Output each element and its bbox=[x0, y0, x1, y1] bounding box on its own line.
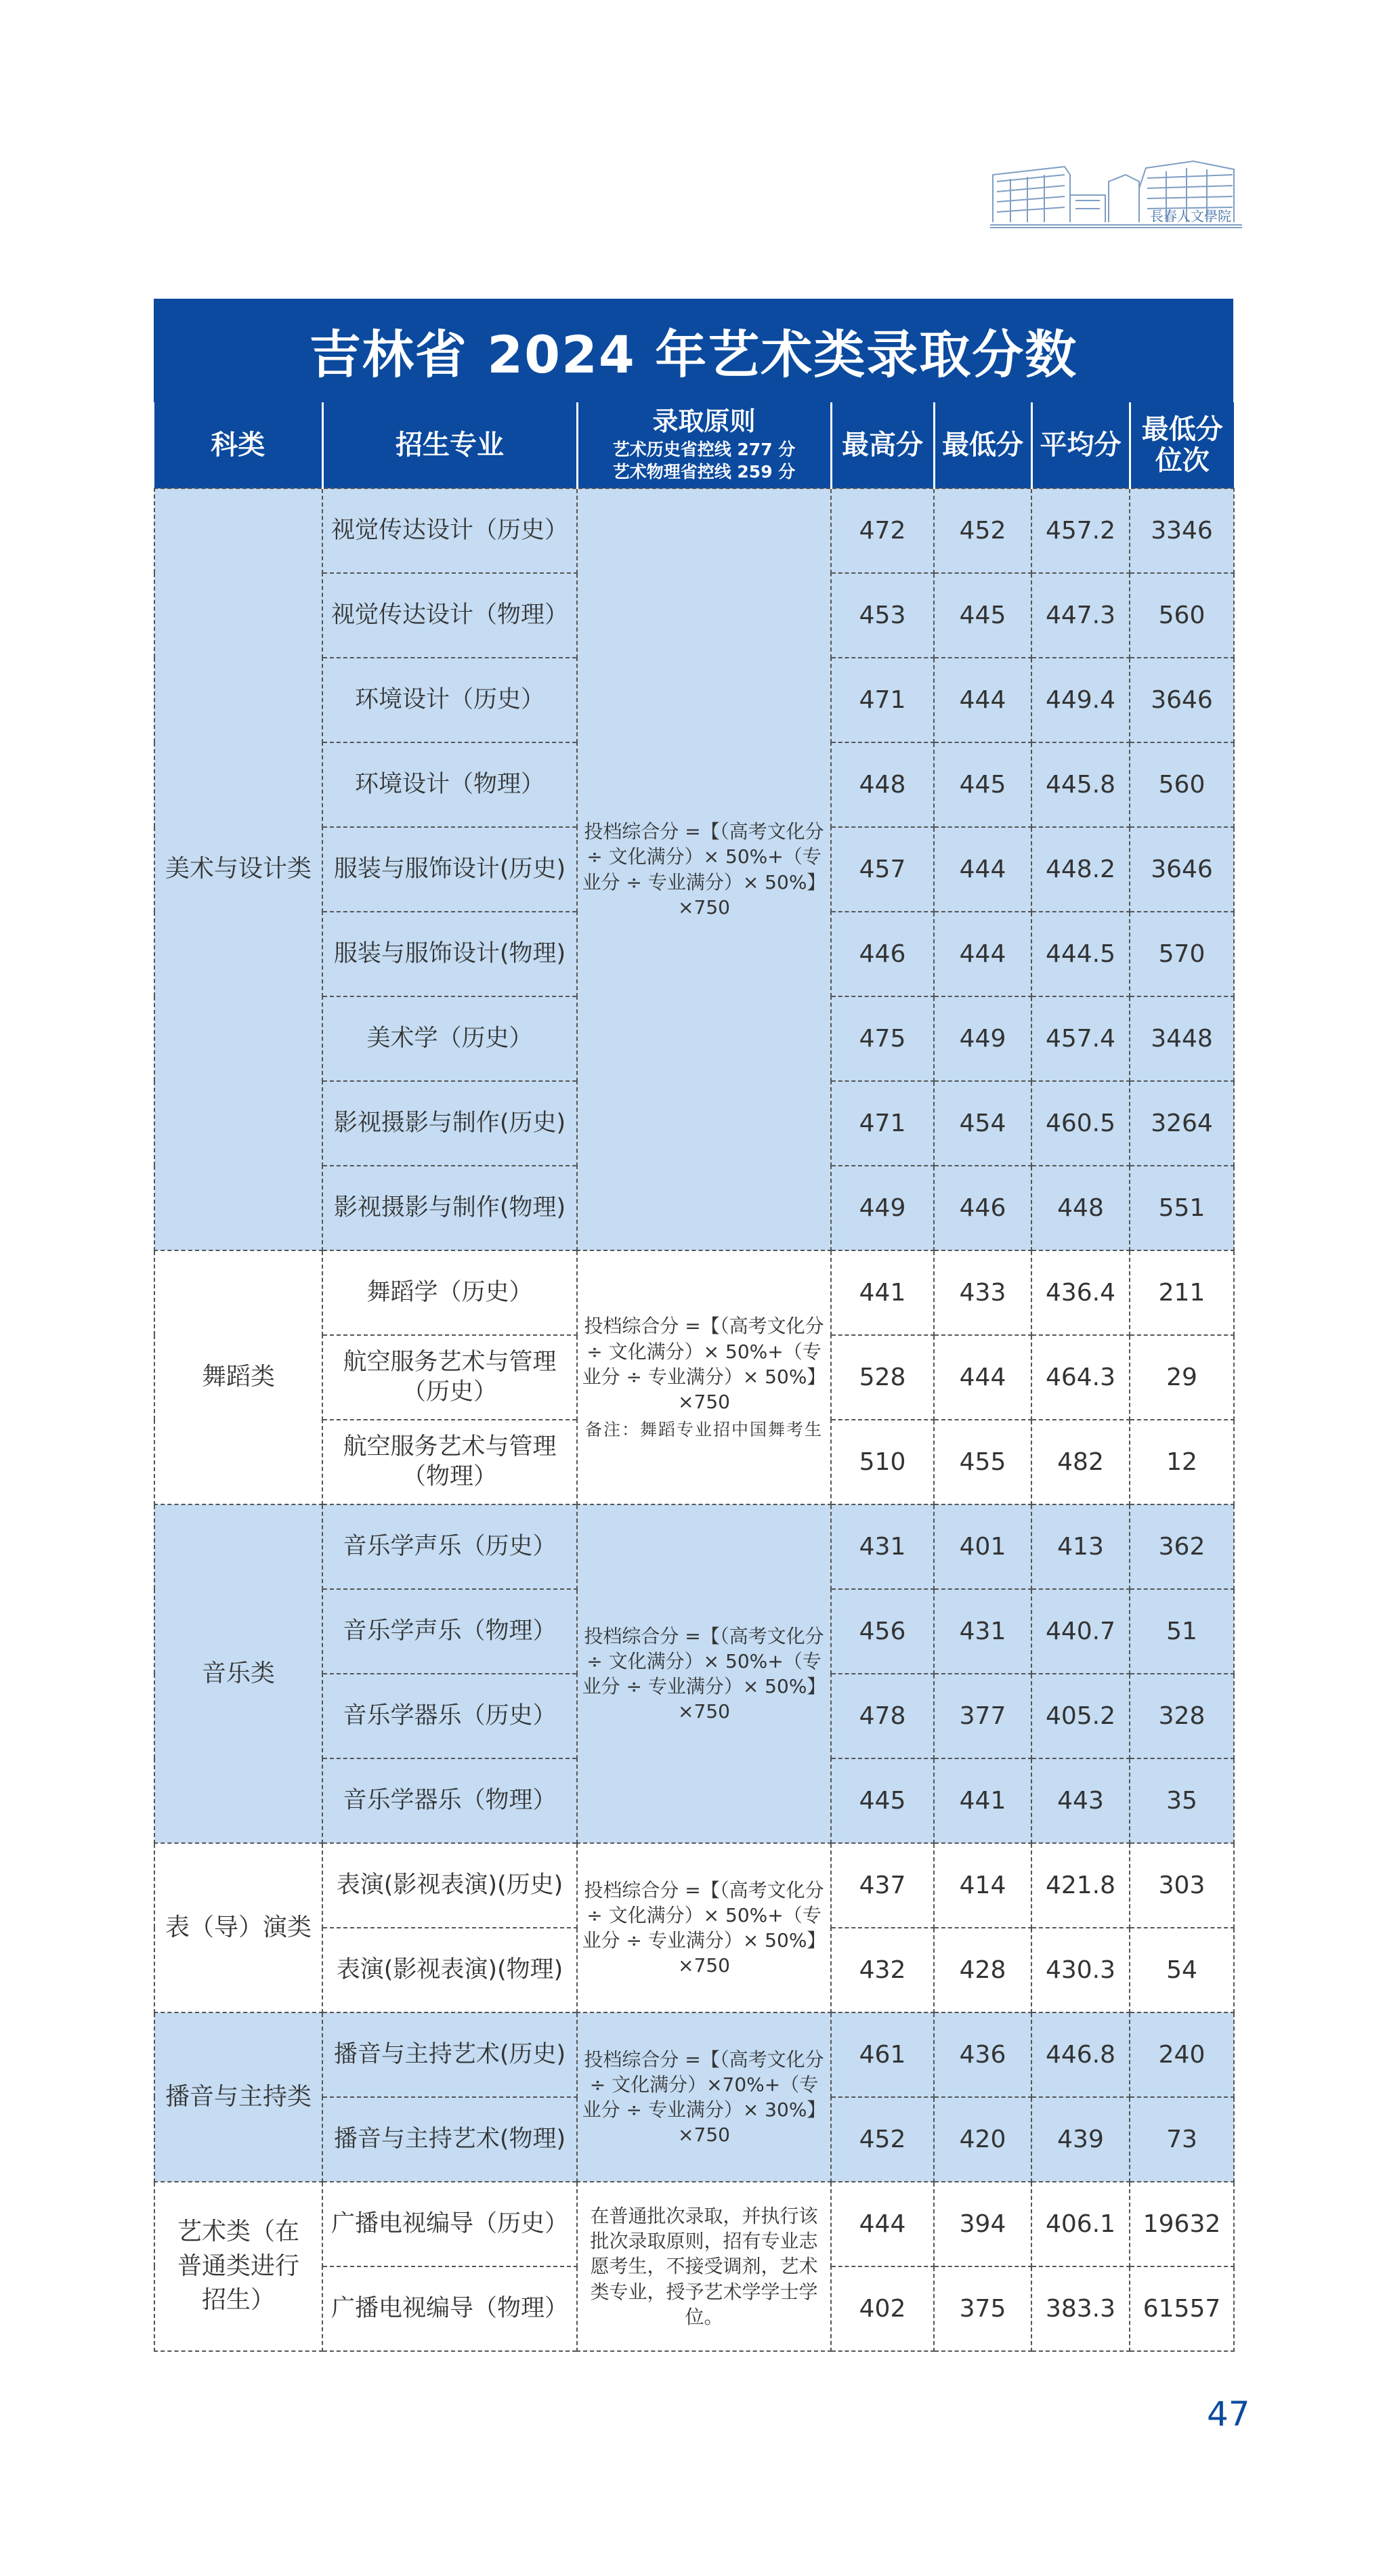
major-cell: 表演(影视表演)(历史) bbox=[322, 1843, 577, 1928]
avg-score-cell: 449.4 bbox=[1031, 658, 1130, 742]
max-score-cell: 431 bbox=[831, 1504, 934, 1589]
table-body bbox=[154, 488, 1234, 2351]
header-row bbox=[154, 402, 1234, 488]
rule-text: 投档综合分 =【（高考文化分 ÷ 文化满分）×70%+（专业分 ÷ 专业满分）× 30%】×750 bbox=[582, 2048, 826, 2147]
header-rank bbox=[1130, 402, 1234, 488]
max-score-cell: 456 bbox=[831, 1589, 934, 1674]
min-rank-cell: 328 bbox=[1130, 1674, 1234, 1758]
avg-score-cell: 464.3 bbox=[1031, 1335, 1130, 1420]
max-score-cell: 475 bbox=[831, 996, 934, 1081]
header-rule-history-line: 艺术历史省控线 277 分 bbox=[612, 440, 796, 460]
major-cell: 表演(影视表演)(物理) bbox=[322, 1928, 577, 2012]
major-cell: 视觉传达设计（历史） bbox=[322, 488, 577, 573]
major-cell: 服装与服饰设计(历史) bbox=[322, 827, 577, 912]
rule-text: 投档综合分 =【（高考文化分 ÷ 文化满分）× 50%+（专业分 ÷ 专业满分）× 50%】×750 bbox=[582, 1878, 826, 1977]
major-cell: 舞蹈学（历史） bbox=[322, 1250, 577, 1335]
rule-text: 投档综合分 =【（高考文化分 ÷ 文化满分）× 50%+（专业分 ÷ 专业满分）× 50%】×750 bbox=[582, 1624, 826, 1723]
major-cell: 美术学（历史） bbox=[322, 996, 577, 1081]
major-cell: 播音与主持艺术(物理) bbox=[322, 2097, 577, 2182]
min-rank-cell: 303 bbox=[1130, 1843, 1234, 1928]
category-cell: 舞蹈类 bbox=[154, 1250, 322, 1504]
header-major: 招生专业 bbox=[322, 402, 577, 488]
major-cell: 音乐学器乐（历史） bbox=[322, 1674, 577, 1758]
header-rule-physics-line: 艺术物理省控线 259 分 bbox=[612, 461, 796, 482]
min-rank-cell: 61557 bbox=[1130, 2266, 1234, 2351]
avg-score-cell: 439 bbox=[1031, 2097, 1130, 2182]
major-cell: 音乐学器乐（物理） bbox=[322, 1758, 577, 1843]
min-score-cell: 452 bbox=[934, 488, 1031, 573]
score-table bbox=[154, 402, 1235, 2352]
avg-score-cell: 430.3 bbox=[1031, 1928, 1130, 2012]
school-logo bbox=[990, 154, 1242, 230]
max-score-cell: 437 bbox=[831, 1843, 934, 1928]
avg-score-cell: 460.5 bbox=[1031, 1081, 1130, 1166]
min-score-cell: 454 bbox=[934, 1081, 1031, 1166]
min-rank-cell: 35 bbox=[1130, 1758, 1234, 1843]
min-rank-cell: 570 bbox=[1130, 912, 1234, 996]
rule-text: 在普通批次录取，并执行该批次录取原则，招有专业志愿考生，不接受调剂，艺术类专业，授予艺术学学士学位。 bbox=[590, 2204, 818, 2328]
min-rank-cell: 3448 bbox=[1130, 996, 1234, 1081]
major-cell: 环境设计（物理） bbox=[322, 742, 577, 827]
max-score-cell: 444 bbox=[831, 2182, 934, 2266]
header-max: 最高分 bbox=[831, 402, 934, 488]
max-score-cell: 510 bbox=[831, 1420, 934, 1504]
rule-text: 投档综合分 =【（高考文化分 ÷ 文化满分）× 50%+（专业分 ÷ 专业满分）× 50%】×750 bbox=[582, 820, 826, 919]
avg-score-cell: 448 bbox=[1031, 1166, 1130, 1250]
avg-score-cell: 440.7 bbox=[1031, 1589, 1130, 1674]
max-score-cell: 449 bbox=[831, 1166, 934, 1250]
category-cell: 播音与主持类 bbox=[154, 2012, 322, 2182]
min-rank-cell: 12 bbox=[1130, 1420, 1234, 1504]
min-rank-cell: 73 bbox=[1130, 2097, 1234, 2182]
major-cell: 航空服务艺术与管理（历史） bbox=[322, 1335, 577, 1420]
min-score-cell: 455 bbox=[934, 1420, 1031, 1504]
table-row bbox=[154, 1843, 1234, 1928]
avg-score-cell: 421.8 bbox=[1031, 1843, 1130, 1928]
major-cell: 航空服务艺术与管理（物理） bbox=[322, 1420, 577, 1504]
max-score-cell: 471 bbox=[831, 658, 934, 742]
max-score-cell: 445 bbox=[831, 1758, 934, 1843]
min-score-cell: 445 bbox=[934, 742, 1031, 827]
table-row bbox=[154, 488, 1234, 573]
max-score-cell: 441 bbox=[831, 1250, 934, 1335]
min-score-cell: 444 bbox=[934, 827, 1031, 912]
min-rank-cell: 560 bbox=[1130, 742, 1234, 827]
min-score-cell: 444 bbox=[934, 1335, 1031, 1420]
min-rank-cell: 211 bbox=[1130, 1250, 1234, 1335]
rule-note: 备注：舞蹈专业招中国舞考生 bbox=[584, 1420, 823, 1440]
min-score-cell: 441 bbox=[934, 1758, 1031, 1843]
min-rank-cell: 560 bbox=[1130, 573, 1234, 658]
avg-score-cell: 445.8 bbox=[1031, 742, 1130, 827]
avg-score-cell: 446.8 bbox=[1031, 2012, 1130, 2097]
max-score-cell: 452 bbox=[831, 2097, 934, 2182]
major-cell: 影视摄影与制作(历史) bbox=[322, 1081, 577, 1166]
rule-cell bbox=[577, 1843, 831, 2012]
min-score-cell: 394 bbox=[934, 2182, 1031, 2266]
max-score-cell: 402 bbox=[831, 2266, 934, 2351]
max-score-cell: 432 bbox=[831, 1928, 934, 2012]
major-cell: 广播电视编导（物理） bbox=[322, 2266, 577, 2351]
page-number: 47 bbox=[1207, 2394, 1250, 2434]
min-rank-cell: 19632 bbox=[1130, 2182, 1234, 2266]
max-score-cell: 472 bbox=[831, 488, 934, 573]
min-score-cell: 431 bbox=[934, 1589, 1031, 1674]
table-row bbox=[154, 2182, 1234, 2266]
min-score-cell: 444 bbox=[934, 658, 1031, 742]
major-cell: 视觉传达设计（物理） bbox=[322, 573, 577, 658]
min-rank-cell: 240 bbox=[1130, 2012, 1234, 2097]
avg-score-cell: 443 bbox=[1031, 1758, 1130, 1843]
major-cell: 音乐学声乐（物理） bbox=[322, 1589, 577, 1674]
rule-cell bbox=[577, 1250, 831, 1504]
major-cell: 影视摄影与制作(物理) bbox=[322, 1166, 577, 1250]
school-logo-wordmark: 長春人文學院 bbox=[1150, 208, 1231, 224]
avg-score-cell: 444.5 bbox=[1031, 912, 1130, 996]
table-row bbox=[154, 1250, 1234, 1335]
max-score-cell: 448 bbox=[831, 742, 934, 827]
min-rank-cell: 29 bbox=[1130, 1335, 1234, 1420]
avg-score-cell: 482 bbox=[1031, 1420, 1130, 1504]
rule-cell bbox=[577, 2012, 831, 2182]
min-score-cell: 445 bbox=[934, 573, 1031, 658]
min-score-cell: 446 bbox=[934, 1166, 1031, 1250]
avg-score-cell: 457.4 bbox=[1031, 996, 1130, 1081]
rule-text: 投档综合分 =【（高考文化分 ÷ 文化满分）× 50%+（专业分 ÷ 专业满分）× 50%】×750 bbox=[582, 1315, 826, 1414]
header-min: 最低分 bbox=[934, 402, 1031, 488]
major-cell: 广播电视编导（历史） bbox=[322, 2182, 577, 2266]
header-rank-line1: 最低分 bbox=[1141, 414, 1223, 445]
rule-cell bbox=[577, 2182, 831, 2351]
category-cell: 美术与设计类 bbox=[154, 488, 322, 1250]
rule-cell bbox=[577, 1504, 831, 1843]
max-score-cell: 453 bbox=[831, 573, 934, 658]
avg-score-cell: 448.2 bbox=[1031, 827, 1130, 912]
min-score-cell: 433 bbox=[934, 1250, 1031, 1335]
max-score-cell: 457 bbox=[831, 827, 934, 912]
max-score-cell: 461 bbox=[831, 2012, 934, 2097]
major-cell: 音乐学声乐（历史） bbox=[322, 1504, 577, 1589]
min-score-cell: 449 bbox=[934, 996, 1031, 1081]
admission-score-sheet bbox=[154, 299, 1233, 2352]
header-rule-title: 录取原则 bbox=[652, 406, 756, 436]
min-score-cell: 436 bbox=[934, 2012, 1031, 2097]
campus-building-icon bbox=[990, 154, 1242, 230]
header-category: 科类 bbox=[154, 402, 322, 488]
min-score-cell: 377 bbox=[934, 1674, 1031, 1758]
max-score-cell: 528 bbox=[831, 1335, 934, 1420]
avg-score-cell: 405.2 bbox=[1031, 1674, 1130, 1758]
min-score-cell: 444 bbox=[934, 912, 1031, 996]
min-rank-cell: 551 bbox=[1130, 1166, 1234, 1250]
rule-cell bbox=[577, 488, 831, 1250]
category-cell: 音乐类 bbox=[154, 1504, 322, 1843]
min-score-cell: 428 bbox=[934, 1928, 1031, 2012]
header-avg: 平均分 bbox=[1031, 402, 1130, 488]
table-row bbox=[154, 2012, 1234, 2097]
max-score-cell: 471 bbox=[831, 1081, 934, 1166]
avg-score-cell: 457.2 bbox=[1031, 488, 1130, 573]
avg-score-cell: 383.3 bbox=[1031, 2266, 1130, 2351]
category-cell: 艺术类（在普通类进行招生） bbox=[154, 2182, 322, 2351]
major-cell: 环境设计（历史） bbox=[322, 658, 577, 742]
table-row bbox=[154, 1504, 1234, 1589]
min-rank-cell: 3346 bbox=[1130, 488, 1234, 573]
avg-score-cell: 413 bbox=[1031, 1504, 1130, 1589]
min-rank-cell: 362 bbox=[1130, 1504, 1234, 1589]
min-score-cell: 401 bbox=[934, 1504, 1031, 1589]
min-rank-cell: 54 bbox=[1130, 1928, 1234, 2012]
min-score-cell: 420 bbox=[934, 2097, 1031, 2182]
avg-score-cell: 436.4 bbox=[1031, 1250, 1130, 1335]
header-rule bbox=[577, 402, 831, 488]
max-score-cell: 478 bbox=[831, 1674, 934, 1758]
min-rank-cell: 3646 bbox=[1130, 827, 1234, 912]
avg-score-cell: 406.1 bbox=[1031, 2182, 1130, 2266]
max-score-cell: 446 bbox=[831, 912, 934, 996]
min-score-cell: 375 bbox=[934, 2266, 1031, 2351]
min-score-cell: 414 bbox=[934, 1843, 1031, 1928]
min-rank-cell: 51 bbox=[1130, 1589, 1234, 1674]
min-rank-cell: 3646 bbox=[1130, 658, 1234, 742]
major-cell: 服装与服饰设计(物理) bbox=[322, 912, 577, 996]
table-title: 吉林省 2024 年艺术类录取分数 bbox=[154, 299, 1233, 402]
min-rank-cell: 3264 bbox=[1130, 1081, 1234, 1166]
major-cell: 播音与主持艺术(历史) bbox=[322, 2012, 577, 2097]
header-rank-line2: 位次 bbox=[1155, 445, 1210, 476]
avg-score-cell: 447.3 bbox=[1031, 573, 1130, 658]
category-cell: 表（导）演类 bbox=[154, 1843, 322, 2012]
